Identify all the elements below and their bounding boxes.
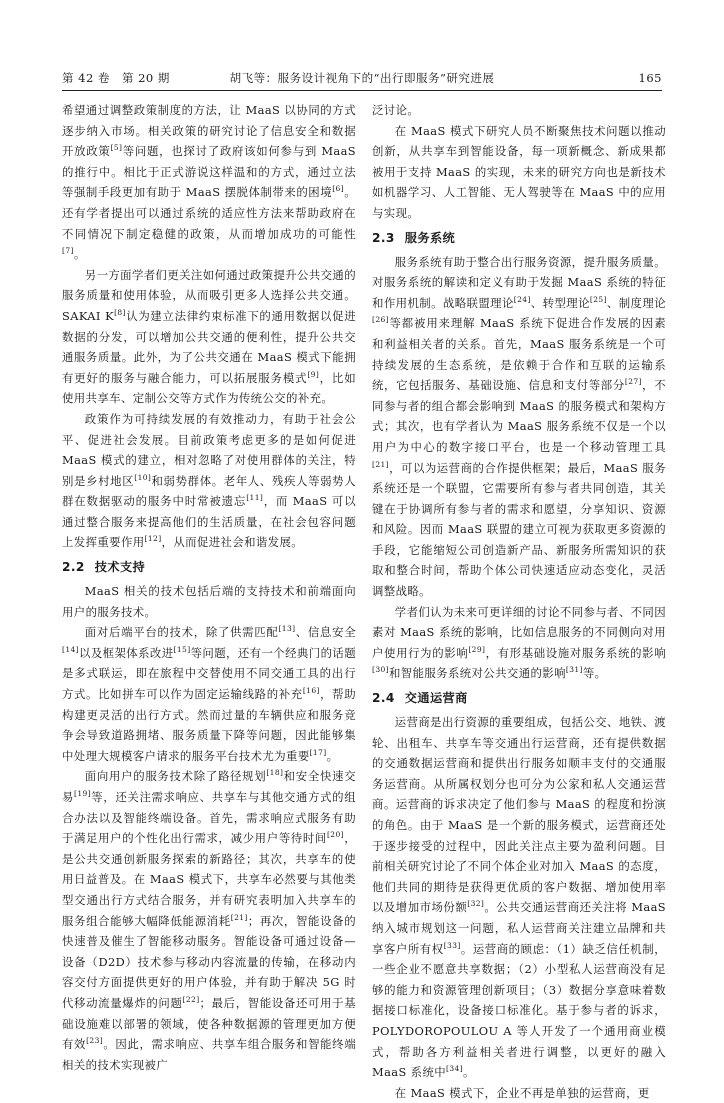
citation-ref: [18] [266, 768, 284, 778]
left-column [62, 100, 356, 1072]
citation-ref: [21] [372, 459, 389, 469]
paragraph: 在 MaaS 模式下，企业不再是单独的运营商，更 [394, 1085, 650, 1100]
paragraph: 运营商是出行资源的重要组成，包括公交、地铁、渡轮、出租车、共享车等交通出行运营商，还有提供数据的交通数据运营商和提供出行服务如顺丰支付的交通服务运营商。从所属权划分也可分为公家和私人交通运营商。运营商的诉求决定了他们参与 MaaS 的程度和扮演的角色。由于 MaaS 是一个新的服务模式，运营商还处于逐步接受的过程中，因此关注点主要为盈利问题。目前相关研究讨论了不同个体企业对加入 MaaS 的态度，他们共同的期待是获得更优质的客户数据、增加使用率以及增加市场份额[32]。公共交通运营商还关注将 MaaS 纳入城市规划这一问题，私人运营商关注建立品牌和共享客户所有权[33]。运营商的顾虑：（1）缺乏信任机制，一些企业不愿意共享数据；（2）小型私人运营商没有足够的能力和资源管理创新项目；（3）数据分享意味着数据接口标准化，设备接口标准化。基于参与者的诉求，POLYDOROPOULOU A 等人开发了一个通用商业模式，帮助各方利益相关者进行调整，以更好的融入 MaaS 系统中[34]。 [372, 715, 667, 1080]
paragraph: 政策作为可持续发展的有效推动力，有助于社会公平、促进社会发展。目前政策考虑更多的是如何促进 MaaS 模式的建立，相对忽略了对使用群体的关注，特别是乡村地区[10]和弱势群体。老年人、残疾人等弱势人群在数据驱动的服务中时常被遗忘[11]，而 MaaS 可以通过整合服务来提高他们的生活质量，在社会包容问题上发挥重要作用[12]，从而促进社会和谐发展。 [62, 411, 356, 550]
citation-ref: [21] [230, 912, 248, 922]
volume-issue: 第 42 卷 第 20 期 [62, 71, 170, 85]
section-title: 技术支持 [94, 560, 146, 575]
paragraph: 泛讨论。 [372, 103, 420, 117]
section-heading [372, 227, 666, 249]
citation-ref: [6] [332, 184, 345, 194]
citation-ref: [16] [302, 686, 320, 696]
citation-ref: [7] [62, 246, 74, 256]
paragraph: 面向用户的服务技术除了路径规划[18]和安全快速交易[19]等，还关注需求响应、共享车与其他交通方式的组合办法以及智能终端设备。首先，需求响应式服务有助于满足用户的个性化出行需求，减少用户等待时间[20]，是公共交通创新服务探索的新路径；其次，共享车的使用日益普及。在 MaaS 模式下，共享车必然要与其他类型交通出行方式结合服务，并有研究表明加入共享车的服务组合能够大幅降低能源消耗[21]；再次，智能设备的快速普及催生了智能移动服务。智能设备可通过设备—设备（D2D）技术参与移动内容流量的传输，在移动内容交付方面提供更好的用户体验，并有助于解决 5G 时代移动流量爆炸的问题[22]；最后，智能设备还可用于基础设施难以部署的领域，使各种数据源的管理更加方便有效[23]。因此，需求响应、共享车组合服务和智能终端相关的技术实现被广 [62, 768, 356, 1072]
citation-ref: [27] [624, 377, 642, 387]
citation-ref: [31] [565, 665, 583, 675]
citation-ref: [30] [372, 665, 389, 675]
citation-ref: [9] [307, 369, 320, 379]
page-number: 165 [638, 71, 662, 85]
running-header [62, 70, 662, 86]
citation-ref: [33] [443, 940, 461, 950]
running-title: 胡飞等：服务设计视角下的“出行即服务”研究进展 [229, 71, 495, 85]
paragraph: 面对后端平台的技术，除了供需匹配[13]、信息安全[14]以及框架体系改进[15]等问题，还有一个经典门的话题是多式联运，即在旅程中交替使用不同交通工具的出行方式。比如拼车可以作为固定运输线路的补充[16]，帮助构建更灵活的出行方式。然而过量的车辆供应和服务竞争会导致道路拥堵、服务质量下降等问题，因此能够集中处理大规模客户请求的服务平台技术尤为重要[17]。 [62, 624, 356, 763]
citation-ref: [24] [513, 294, 531, 304]
paragraph: MaaS 相关的技术包括后端的支持技术和前端面向用户的服务技术。 [62, 584, 356, 619]
paragraph: 另一方面学者们更关注如何通过政策提升公共交通的服务质量和使用体验，从而吸引更多人选择公共交通。SAKAI K[8]认为建立法律约束标准下的通用数据以促进数据的分发，可以增加公共交通的便利性，提升公共交通服务质量。此外，为了公共交通在 MaaS 模式下能拥有更好的服务与融合能力，可以拓展服务模式[9]，比如使用共享车、定制公交等方式作为传统公交的补充。 [62, 267, 356, 406]
paragraph: 学者们认为未来可更详细的讨论不同参与者、不同因素对 MaaS 系统的影响，比如信息服务的不同侧向对用户使用行为的影响[29]，有形基础设施对服务系统的影响[30]和智能服务系统对公共交通的影响[31]等。 [372, 604, 666, 681]
section-title: 服务系统 [404, 230, 456, 245]
right-column [372, 100, 667, 1100]
citation-ref: [32] [467, 899, 485, 909]
citation-ref: [34] [446, 1064, 464, 1074]
header-rule [62, 90, 662, 91]
citation-ref: [26] [372, 315, 389, 325]
paragraph: 在 MaaS 模式下研究人员不断聚焦技术问题以推动创新，从共享车到智能设备，每一项新概念、新成果都被用于支持 MaaS 的实现，未来的研究方向也是新技术如机器学习、人工智能、无人驾驶等在 MaaS 中的应用与实现。 [372, 123, 666, 220]
citation-ref: [19] [74, 789, 92, 799]
section-heading [62, 556, 356, 578]
citation-ref: [10] [134, 472, 152, 482]
citation-ref: [8] [114, 308, 126, 318]
section-heading [372, 687, 666, 709]
section-title: 交通运营商 [404, 691, 468, 706]
citation-ref: [5] [110, 143, 123, 153]
citation-ref: [13] [278, 624, 296, 634]
citation-ref: [15] [173, 645, 191, 655]
paragraph: 服务系统有助于整合出行服务资源，提升服务质量。对服务系统的解读和定义有助于发掘 MaaS 系统的特征和作用机制。战略联盟理论[24]、转型理论[25]、制度理论[26]等都被用来理解 MaaS 系统下促进合作发展的因素和利益相关者的关系。首先，MaaS 服务系统是一个可持续发展的生态系统，是依赖于合作和互联的运输系统，它包括服务、基础设施、信息和支付等部分[27]，不同参与者的组合都会影响到 MaaS 的服务模式和架构方式；其次，也有学者认为 MaaS 服务系统不仅是一个以用户为中心的数字接口平台，也是一个移动管理工具[21]，可以为运营商的合作提供框架；最后，MaaS 服务系统还是一个联盟，它需要所有参与者共同创造，其关键在于协调所有参与者的需求和愿望，分享知识、资源和风险。因而 MaaS 联盟的建立可视为获取更多资源的手段，它能缩短公司创造新产品、新服务所需知识的获取和整合时间，帮助个体公司快速适应动态变化，灵活调整战略。 [372, 254, 666, 599]
citation-ref: [29] [468, 645, 486, 655]
citation-ref: [23] [86, 1036, 104, 1046]
section-number: 2.3 [372, 230, 395, 245]
section-number: 2.4 [372, 691, 395, 706]
citation-ref: [20] [326, 830, 344, 840]
citation-ref: [25] [589, 294, 607, 304]
citation-ref: [17] [309, 748, 327, 758]
citation-ref: [12] [144, 534, 162, 544]
section-number: 2.2 [62, 560, 85, 575]
citation-ref: [22] [182, 995, 200, 1005]
citation-ref: [11] [246, 493, 264, 503]
paragraph: 希望通过调整政策制度的方法，让 MaaS 以协同的方式逐步纳入市场。相关政策的研究讨论了信息安全和数据开放政策[5]等问题，也探讨了政府该如何参与到 MaaS 的推行中。相比于正式游说这样温和的方式，通过立法等强制手段更加有助于 MaaS 摆脱体制带来的困境[6]。还有学者提出可以通过系统的适应性方法来帮助政府在不同情况下制定稳健的政策，从而增加成功的可能性[7]。 [62, 103, 356, 262]
citation-ref: [14] [62, 645, 79, 655]
